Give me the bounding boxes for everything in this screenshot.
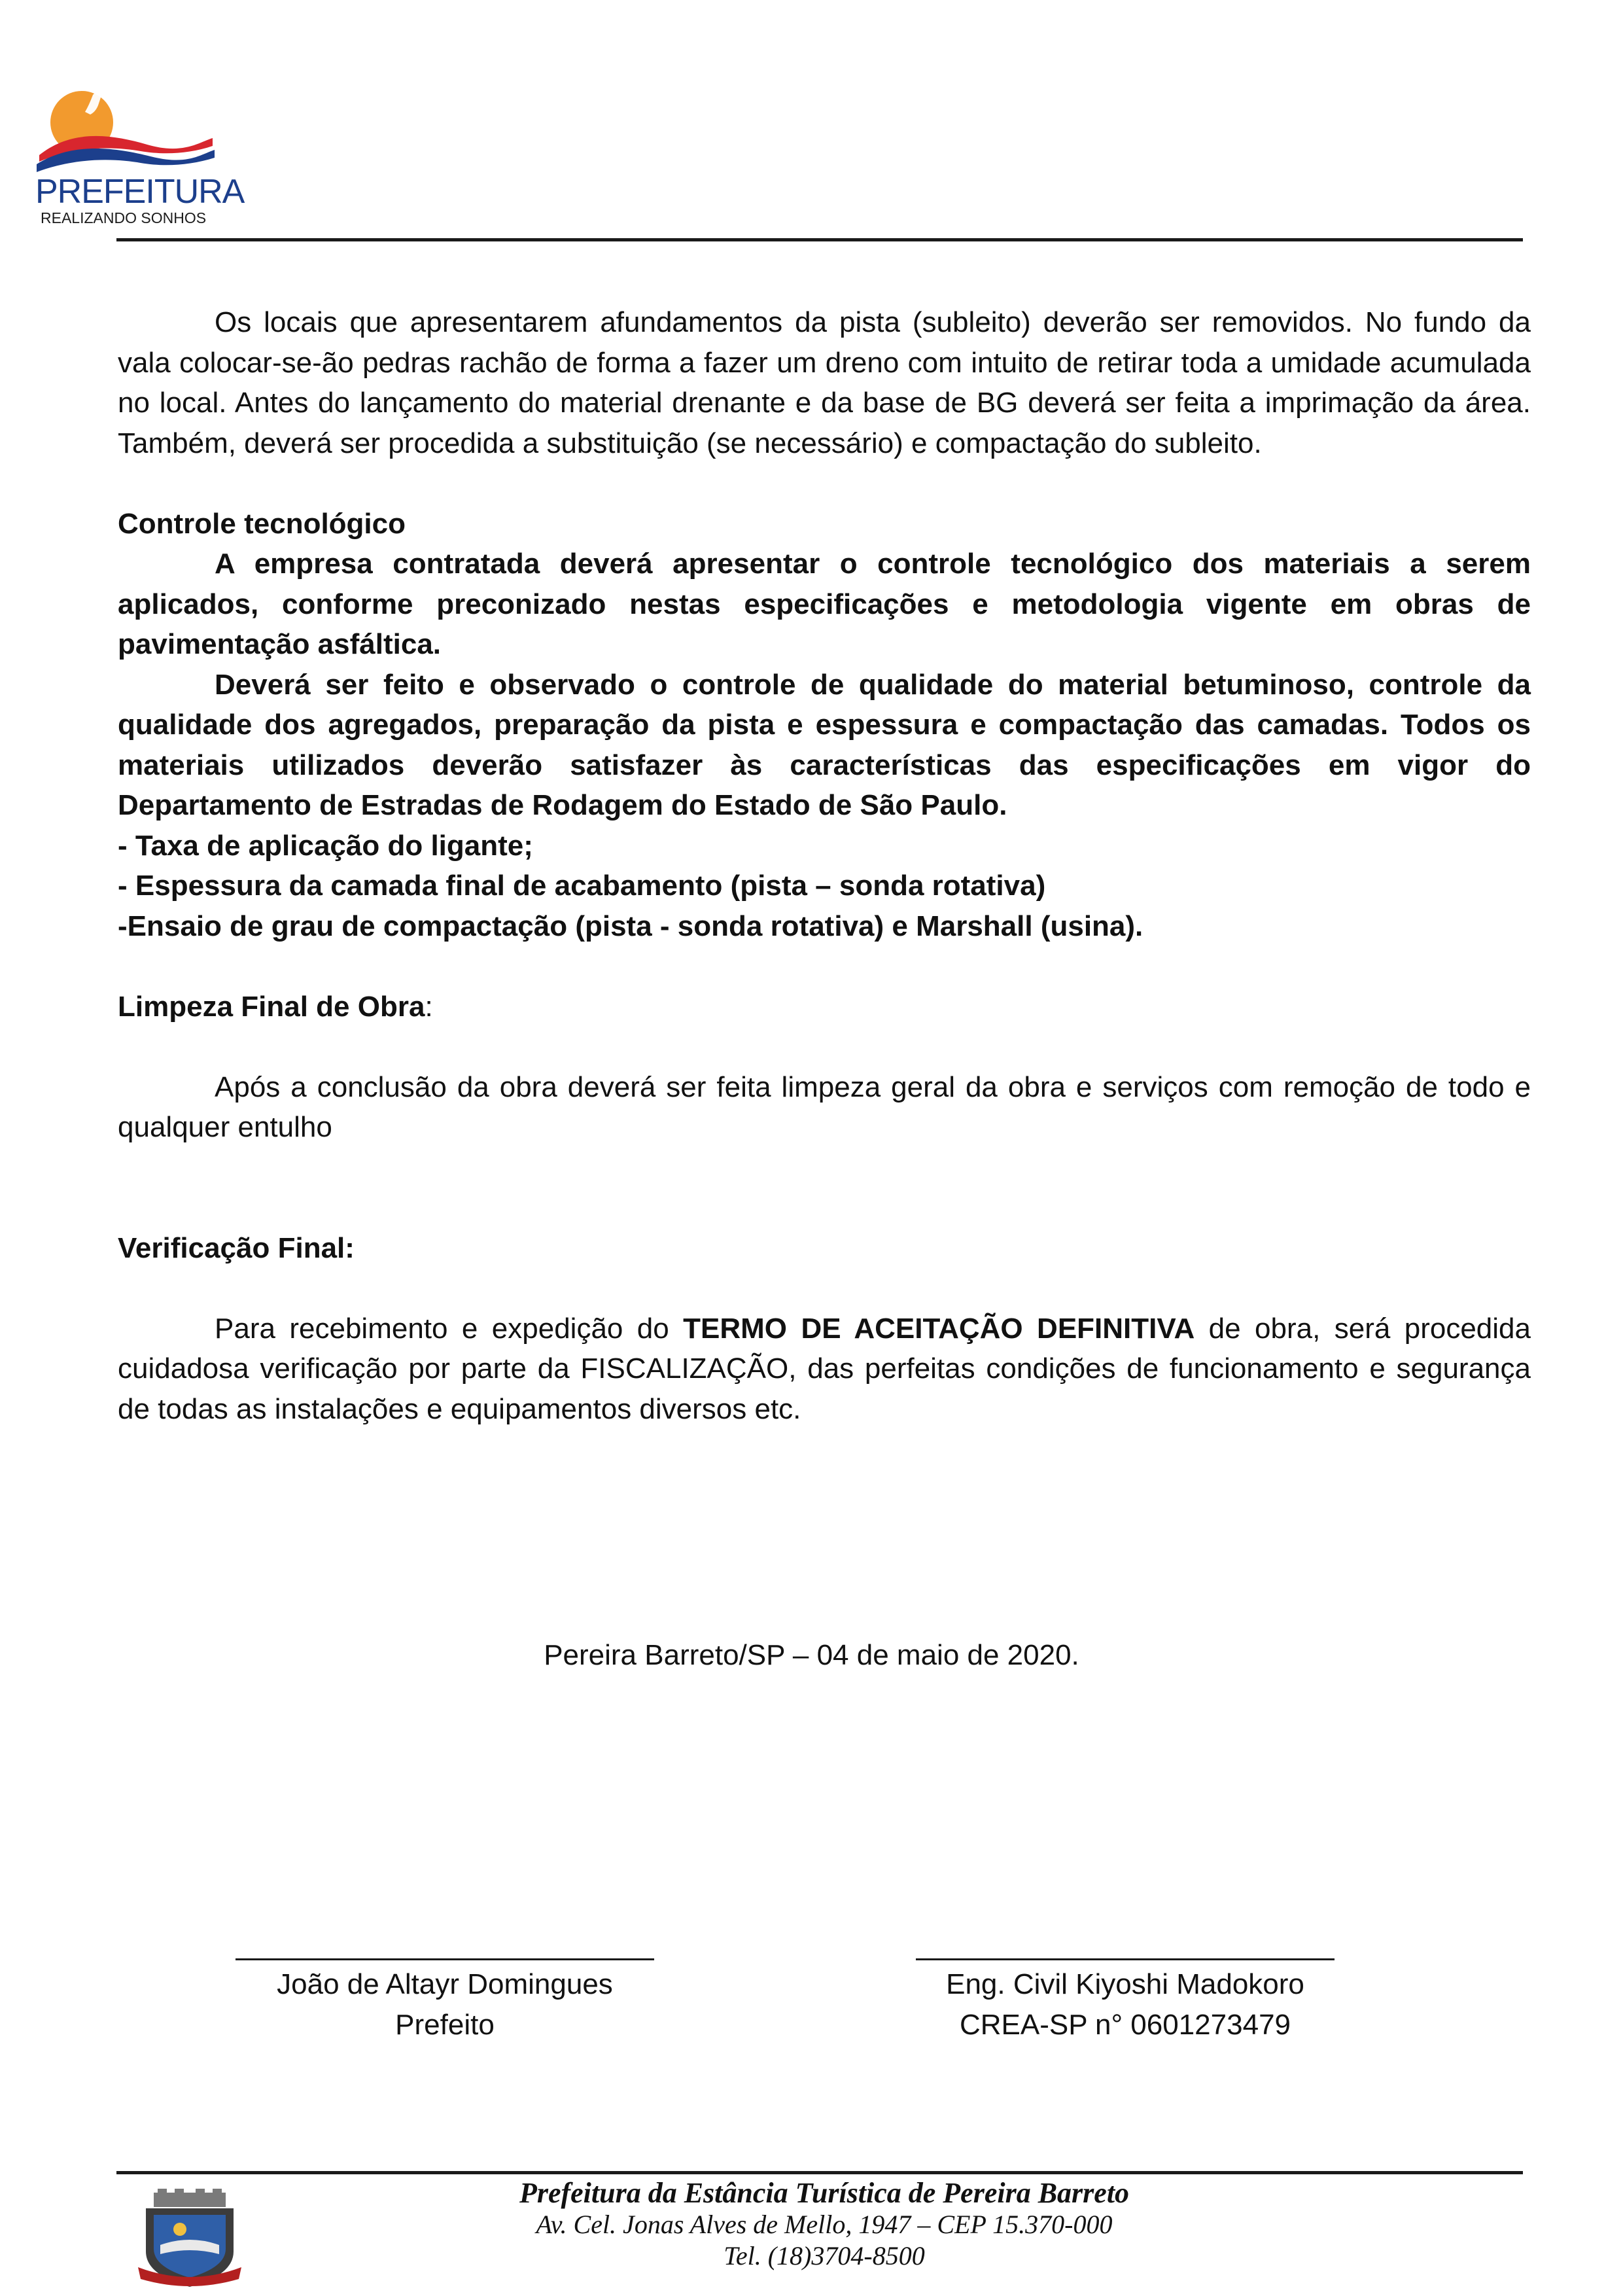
controle-item: - Espessura da camada final de acabamento (pista – sonda rotativa) bbox=[118, 870, 1046, 902]
footer-info bbox=[340, 2178, 1308, 2272]
controle-paragraph-2: Deverá ser feito e observado o controle de qualidade do material betuminoso, controle da qualidade dos agregados, preparação da pista e espessura e compactação das camadas. Todos os materiais utilizados deverão satisfazer às características das especificações em vigor do Departamento de Estradas de Rodagem do Estado de São Paulo. bbox=[118, 668, 1531, 821]
document-body bbox=[118, 302, 1531, 1429]
footer-address: Av. Cel. Jonas Alves de Mello, 1947 – CEP 15.370-000 bbox=[536, 2210, 1113, 2239]
controle-item: -Ensaio de grau de compactação (pista - sonda rotativa) e Marshall (usina). bbox=[118, 910, 1143, 942]
signature-line bbox=[236, 1958, 654, 1960]
footer-title: Prefeitura da Estância Turística de Pereira Barreto bbox=[519, 2177, 1130, 2209]
verificacao-term: TERMO DE ACEITAÇÃO DEFINITIVA bbox=[683, 1312, 1195, 1345]
date-line: Pereira Barreto/SP – 04 de maio de 2020. bbox=[544, 1639, 1079, 1671]
prefeitura-logo bbox=[33, 82, 245, 232]
limpeza-heading-line bbox=[118, 987, 1531, 1027]
footer-phone: Tel. (18)3704-8500 bbox=[724, 2241, 925, 2270]
controle-heading: Controle tecnológico bbox=[118, 507, 406, 540]
verificacao-text-post: de obra, será procedida cuidadosa verificação por parte da FISCALIZAÇÃO, das perfeitas condições de funcionamento e segurança de todas as instalações e equipamentos diversos etc. bbox=[118, 1312, 1531, 1425]
limpeza-paragraph: Após a conclusão da obra deverá ser feita limpeza geral da obra e serviços com remoção de todo e qualquer entulho bbox=[118, 1070, 1531, 1143]
header-divider bbox=[116, 238, 1523, 241]
logo-slogan: REALIZANDO SONHOS bbox=[41, 209, 207, 226]
verificacao-heading: Verificação Final: bbox=[118, 1231, 355, 1264]
signature-line bbox=[916, 1958, 1335, 1960]
footer-divider bbox=[116, 2171, 1523, 2174]
signature-role: Prefeito bbox=[395, 2009, 495, 2041]
signature-role: CREA-SP n° 0601273479 bbox=[959, 2009, 1291, 2041]
municipal-crest-icon bbox=[134, 2189, 245, 2293]
limpeza-colon: : bbox=[425, 990, 433, 1023]
signature-block-mayor bbox=[236, 1958, 654, 2045]
controle-item: - Taxa de aplicação do ligante; bbox=[118, 829, 533, 862]
signature-block-engineer bbox=[916, 1958, 1335, 2045]
signature-name: Eng. Civil Kiyoshi Madokoro bbox=[946, 1968, 1304, 2000]
verificacao-text-pre: Para recebimento e expedição do bbox=[215, 1312, 684, 1345]
verificacao-paragraph bbox=[118, 1309, 1531, 1430]
signature-name: João de Altayr Domingues bbox=[277, 1968, 613, 2000]
controle-paragraph-1: A empresa contratada deverá apresentar o controle tecnológico dos materiais a serem aplicados, conforme preconizado nestas especificações e metodologia vigente em obras de pavimentação asfáltica. bbox=[118, 548, 1531, 660]
limpeza-heading: Limpeza Final de Obra bbox=[118, 990, 425, 1023]
intro-paragraph: Os locais que apresentarem afundamentos da pista (subleito) deverão ser removidos. No fundo da vala colocar-se-ão pedras rachão de forma a fazer um dreno com intuito de retirar toda a umidade acumulada no local. Antes do lançamento do material drenante e da base de BG deverá ser feita a imprimação da área. Também, deverá ser procedida a substituição (se necessário) e compactação do subleito. bbox=[118, 306, 1531, 459]
logo-graphic-icon bbox=[33, 82, 216, 173]
logo-title: PREFEITURA bbox=[35, 173, 245, 211]
